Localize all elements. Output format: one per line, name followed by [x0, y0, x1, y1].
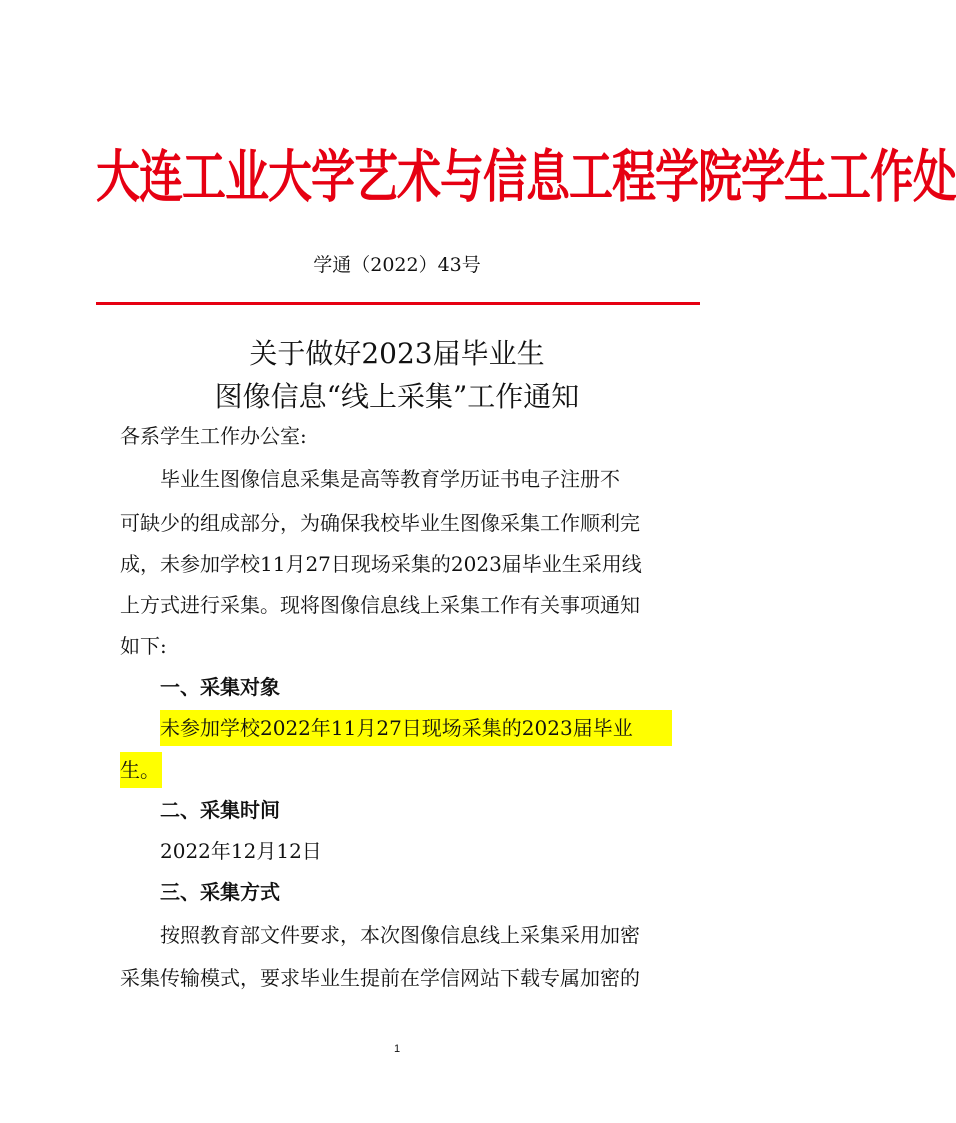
section-2-heading: 二、采集时间	[160, 798, 280, 822]
intro-line: 可缺少的组成部分，为确保我校毕业生图像采集工作顺利完	[120, 511, 640, 535]
section-3-heading: 三、采集方式	[160, 880, 280, 904]
issuing-office-title: 大连工业大学艺术与信息工程学院学生工作处	[96, 144, 956, 210]
red-separator-line	[96, 302, 700, 305]
section-1-body-line: 未参加学校2022年11月27日现场采集的2023届毕业	[160, 716, 633, 740]
intro-line: 上方式进行采集。现将图像信息线上采集工作有关事项通知	[120, 593, 640, 617]
section-2-body: 2022年12月12日	[160, 839, 322, 863]
intro-line: 成，未参加学校11月27日现场采集的2023届毕业生采用线	[120, 552, 642, 576]
intro-line: 毕业生图像信息采集是高等教育学历证书电子注册不	[160, 467, 620, 491]
salutation: 各系学生工作办公室:	[120, 424, 307, 448]
notice-title-line-1: 关于做好2023届毕业生	[249, 337, 545, 370]
document-number: 学通（2022）43号	[313, 254, 481, 276]
section-1-heading: 一、采集对象	[160, 675, 280, 699]
page-number: 1	[393, 1043, 401, 1055]
section-1-body-line: 生。	[120, 758, 160, 782]
notice-title-line-2: 图像信息“线上采集”工作通知	[214, 380, 580, 413]
section-3-body-line: 按照教育部文件要求，本次图像信息线上采集采用加密	[160, 923, 640, 947]
section-3-body-line: 采集传输模式，要求毕业生提前在学信网站下载专属加密的	[120, 966, 640, 990]
intro-line: 如下:	[120, 634, 167, 658]
